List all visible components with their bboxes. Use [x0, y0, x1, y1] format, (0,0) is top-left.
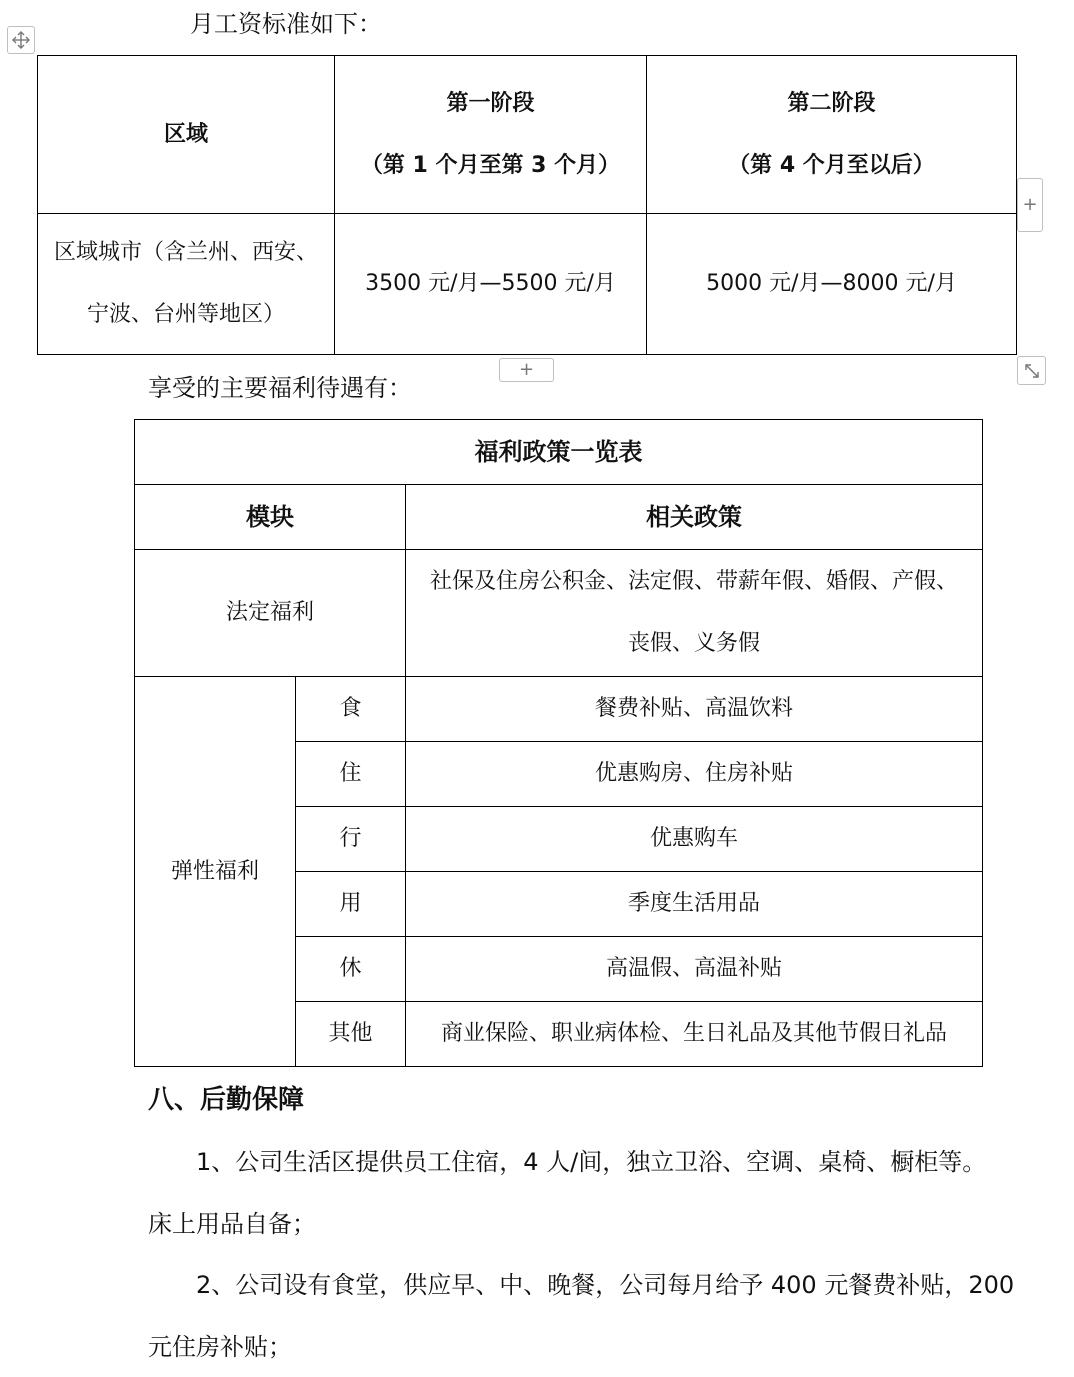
add-column-icon[interactable]: + — [1017, 178, 1043, 232]
flex-label: 弹性福利 — [135, 677, 296, 1067]
flex-category: 行 — [296, 807, 406, 872]
flex-category: 食 — [296, 677, 406, 742]
add-row-icon[interactable]: + — [499, 358, 554, 382]
statutory-policy — [406, 550, 983, 677]
section-heading: 八、后勤保障 — [148, 1085, 305, 1115]
move-handle-icon[interactable] — [7, 26, 35, 54]
stage-1-title: 第一阶段 — [446, 90, 535, 116]
region-line-1: 区域城市（含兰州、西安、 — [53, 240, 318, 265]
benefits-title: 福利政策一览表 — [135, 420, 983, 485]
paragraph-2-line-2: 元住房补贴； — [148, 1333, 292, 1361]
flex-policy: 优惠购房、住房补贴 — [406, 742, 983, 807]
header-region: 区域 — [38, 56, 335, 214]
statutory-label: 法定福利 — [135, 550, 406, 677]
flex-policy: 商业保险、职业病体检、生日礼品及其他节假日礼品 — [406, 1002, 983, 1067]
header-stage-2 — [647, 56, 1017, 214]
stage-2-range: （第 4 个月至以后） — [728, 152, 935, 178]
stage-1-salary: 3500 元/月—5500 元/月 — [335, 214, 647, 355]
paragraph-1-line-1: 1、公司生活区提供员工住宿，4 人/间，独立卫浴、空调、桌椅、橱柜等。 — [196, 1148, 987, 1176]
paragraph-2-line-1: 2、公司设有食堂，供应早、中、晚餐，公司每月给予 400 元餐费补贴，200 — [196, 1271, 1015, 1299]
flex-category: 其他 — [296, 1002, 406, 1067]
flex-category: 住 — [296, 742, 406, 807]
stage-1-range: （第 1 个月至第 3 个月） — [360, 152, 621, 178]
flex-policy: 季度生活用品 — [406, 872, 983, 937]
paragraph-1-line-2: 床上用品自备； — [148, 1210, 316, 1238]
statutory-line-1: 社保及住房公积金、法定假、带薪年假、婚假、产假、 — [430, 569, 959, 594]
statutory-line-2: 丧假、义务假 — [628, 631, 761, 656]
flex-policy: 餐费补贴、高温饮料 — [406, 677, 983, 742]
flex-category: 用 — [296, 872, 406, 937]
resize-table-icon[interactable] — [1017, 356, 1046, 385]
flex-policy: 高温假、高温补贴 — [406, 937, 983, 1002]
header-stage-1 — [335, 56, 647, 214]
flex-policy: 优惠购车 — [406, 807, 983, 872]
benefits-table — [134, 419, 983, 1067]
salary-table — [37, 55, 1017, 355]
region-cell — [38, 214, 335, 355]
col-module: 模块 — [135, 485, 406, 550]
flex-category: 休 — [296, 937, 406, 1002]
col-policy: 相关政策 — [406, 485, 983, 550]
stage-2-salary: 5000 元/月—8000 元/月 — [647, 214, 1017, 355]
salary-intro: 月工资标准如下： — [190, 10, 382, 38]
stage-2-title: 第二阶段 — [787, 90, 876, 116]
benefits-intro: 享受的主要福利待遇有： — [148, 374, 412, 402]
region-line-2: 宁波、台州等地区） — [86, 302, 285, 327]
